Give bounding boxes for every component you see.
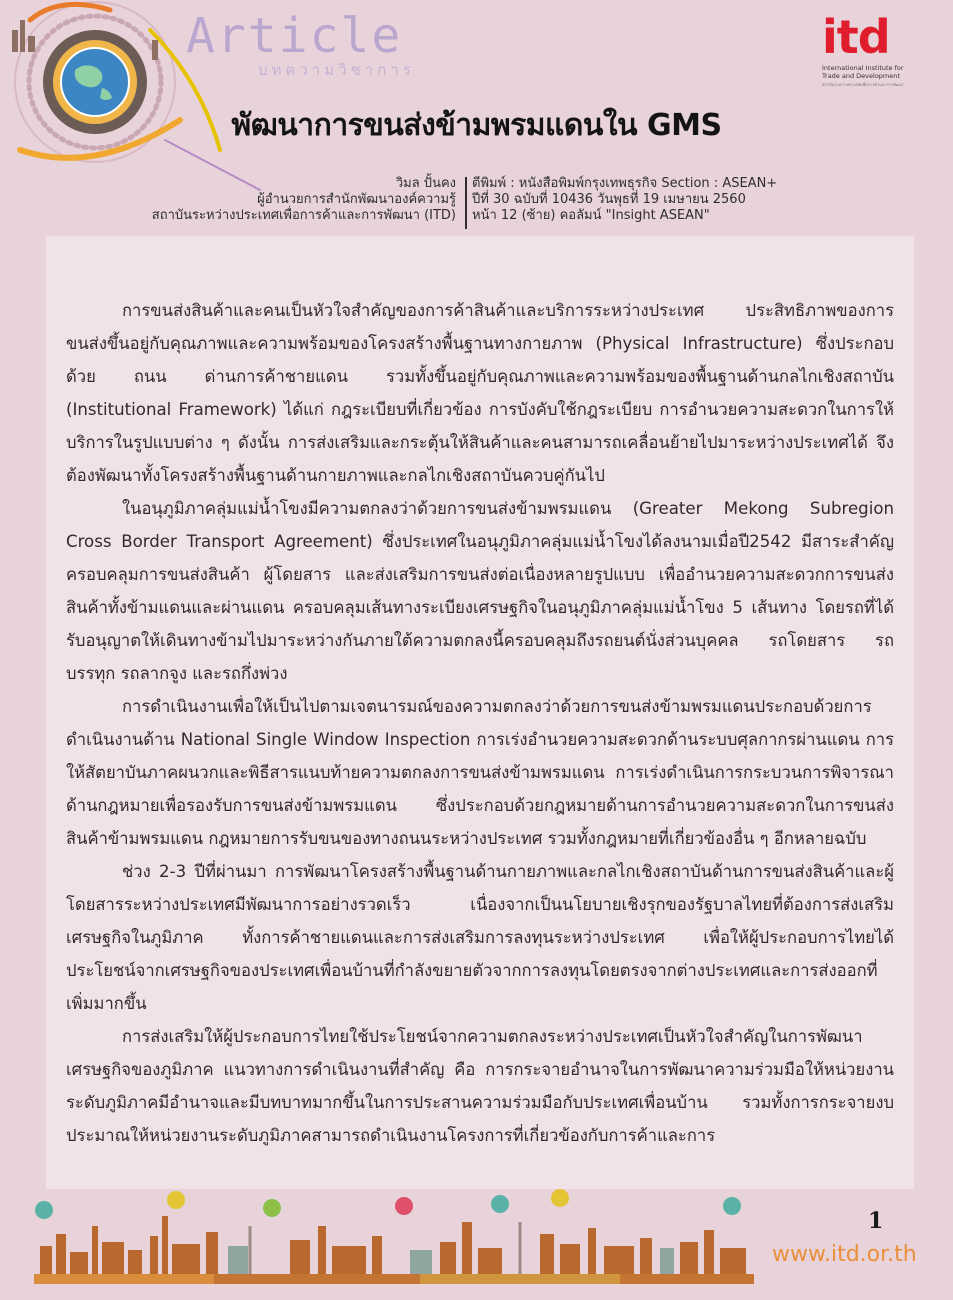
banner-article-subtitle: บทความวิชาการ [258, 61, 415, 79]
paragraph-4: ช่วง 2-3 ปีที่ผ่านมา การพัฒนาโครงสร้างพื้นฐานด้านกายภาพและกลไกเชิงสถาบันด้านการขนส่งสินค้าและผู้โดยสารระหว่างประเทศมีพัฒนาการอย่างรวดเร็ว เนื่องจากเป็นนโยบายเชิงรุกของรัฐบาลไทยที่ต้องการส่งเสริมเศรษฐกิจในภูมิภาค ทั้งการค้าชายแดนและการส่งเสริมการลงทุนระหว่างประเทศ เพื่อให้ผู้ประกอบการไทยได้ประโยชน์จากเศรษฐกิจของประเทศเพื่อนบ้านที่กำลังขยายตัวจากการลงทุนโดยตรงจากต่างประเทศและการส่งออกที่เพิ่มมากขึ้น [66, 862, 894, 1013]
publication-line-2: ปีที่ 30 ฉบับที่ 10436 วันพุธที่ 19 เมษายน 2560 [472, 192, 746, 207]
author-organization: สถาบันระหว่างประเทศเพื่อการค้าและการพัฒนา (ITD) [151, 208, 456, 223]
itd-logo-name-line2: Trade and Development [822, 72, 900, 80]
article-title: พัฒนาการขนส่งข้ามพรมแดนใน GMS [231, 108, 722, 143]
author-name: วิมล ปั้นคง [395, 176, 456, 191]
paragraph-2: ในอนุภูมิภาคลุ่มแม่น้ำโขงมีความตกลงว่าด้วยการขนส่งข้ามพรมแดน (Greater Mekong Subregion Cross Border Transport Agreement) ซึ่งประเทศในอนุภูมิภาคลุ่มแม่น้ำโขงได้ลงนามเมื่อปี2542 มีสาระสำคัญครอบคลุมการขนส่งสินค้า ผู้โดยสาร และส่งเสริมการขนส่งต่อเนื่องหลายรูปแบบ เพื่ออำนวยความสะดวกการขนส่งสินค้าทั้งข้ามแดนและผ่านแดน ครอบคลุมเส้นทางระเบียงเศรษฐกิจในอนุภูมิภาคลุ่มแม่น้ำโขง 5 เส้นทาง โดยรถที่ได้รับอนุญาตให้เดินทางข้ามไปมาระหว่างกันภายใต้ความตกลงนี้ครอบคลุมถึงรถยนต์นั่งส่วนบุคคล รถโดยสาร รถบรรทุก รถลากจูง และรถกึ่งพ่วง [66, 499, 894, 683]
banner-article-word: Article [186, 8, 403, 64]
itd-logo-name-line1: International Institute for [822, 64, 904, 72]
publication-line-1: ตีพิมพ์ : หนังสือพิมพ์กรุงเทพธุรกิจ Section : ASEAN+ [472, 176, 778, 191]
publication-line-3: หน้า 12 (ซ้าย) คอลัมน์ "Insight ASEAN" [472, 208, 710, 223]
itd-logo [822, 10, 922, 88]
author-position: ผู้อำนวยการสำนักพัฒนาองค์ความรู้ [257, 192, 456, 207]
author-block [152, 176, 456, 224]
paragraph-3: การดำเนินงานเพื่อให้เป็นไปตามเจตนารมณ์ของความตกลงว่าด้วยการขนส่งข้ามพรมแดนประกอบด้วยการดำเนินงานด้าน National Single Window Inspection การเร่งอำนวยความสะดวกด้านระบบศุลกากรผ่านแดน การให้สัตยาบันภาคผนวกและพิธีสารแนบท้ายความตกลงการขนส่งข้ามพรมแดน การเร่งดำเนินการกระบวนการพิจารณาด้านกฎหมายเพื่อรองรับการขนส่งข้ามพรมแดน ซึ่งประกอบด้วยกฎหมายด้านการอำนวยความสะดวกในการขนส่งสินค้าข้ามพรมแดน กฎหมายการรับขนของทางถนนระหว่างประเทศ รวมทั้งกฎหมายที่เกี่ยวข้องอื่น ๆ อีกหลายฉบับ [66, 697, 894, 848]
page-number: 1 [868, 1208, 884, 1234]
paragraph-5: การส่งเสริมให้ผู้ประกอบการไทยใช้ประโยชน์จากความตกลงระหว่างประเทศเป็นหัวใจสำคัญในการพัฒนาเศรษฐกิจของภูมิภาค แนวทางการดำเนินงานที่สำคัญ คือ การกระจายอำนาจในการพัฒนาความร่วมมือให้หน่วยงานระดับภูมิภาคมีอำนาจและมีบทบาทมากขึ้นในการประสานความร่วมมือกับประเทศเพื่อนบ้าน รวมทั้งการกระจายงบประมาณให้หน่วยงานระดับภูมิภาคสามารถดำเนินงานโครงการที่เกี่ยวข้องกับการค้าและการ [66, 1027, 894, 1145]
itd-logo-thai-tagline: สถาบันระหว่างประเทศเพื่อการค้าและการพัฒนา [822, 82, 905, 87]
header-divider [465, 177, 467, 229]
publication-info [472, 176, 777, 224]
article-body [46, 236, 914, 1189]
itd-logo-text: itd [822, 10, 890, 64]
website-url[interactable]: www.itd.or.th [772, 1242, 917, 1267]
paragraph-1: การขนส่งสินค้าและคนเป็นหัวใจสำคัญของการค้าสินค้าและบริการระหว่างประเทศ ประสิทธิภาพของการขนส่งขึ้นอยู่กับคุณภาพและความพร้อมของโครงสร้างพื้นฐานทางกายภาพ (Physical Infrastructure) ซึ่งประกอบด้วย ถนน ด่านการค้าชายแดน รวมทั้งขึ้นอยู่กับคุณภาพและความพร้อมของพื้นฐานด้านกลไกเชิงสถาบัน (Institutional Framework) ได้แก่ กฎระเบียบที่เกี่ยวข้อง การบังคับใช้กฎระเบียบ การอำนวยความสะดวกในการให้บริการในรูปแบบต่าง ๆ ดังนั้น การส่งเสริมและกระตุ้นให้สินค้าและคนสามารถเคลื่อนย้ายไปมาระหว่างประเทศได้ จึงต้องพัฒนาทั้งโครงสร้างพื้นฐานด้านกายภาพและกลไกเชิงสถาบันควบคู่กันไป [66, 301, 894, 485]
